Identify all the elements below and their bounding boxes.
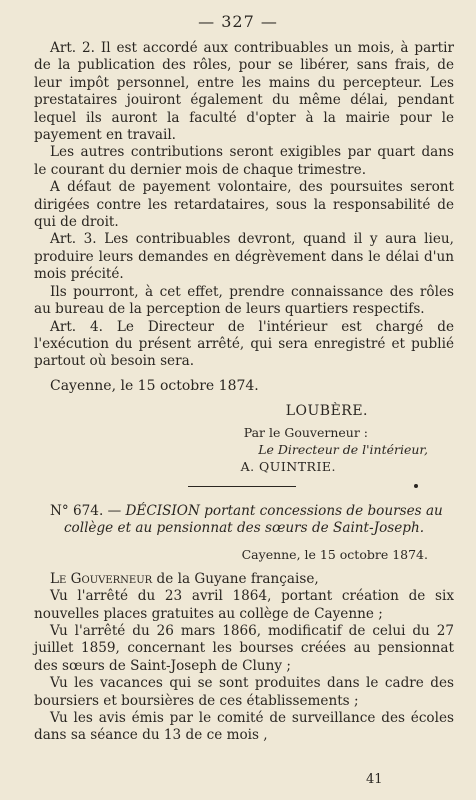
signature-directeur: Le Directeur de l'intérieur, <box>258 441 428 457</box>
vu-arrete-1864: Vu l'arrêté du 23 avril 1864, portant création de six nouvelles places gratuites au collège de Cayenne ; <box>34 588 454 622</box>
paragraph-art-3: Art. 3. Les contribuables devront, quand il y aura lieu, produire leurs demandes en dégrèvement dans le délai d'un mois précité. <box>34 231 454 283</box>
signature-name: LOUBÈRE. <box>285 403 368 420</box>
paragraph-art-4: Art. 4. Le Directeur de l'intérieur est chargé de l'exécution du présent arrêté, qui sera enregistré et publié partout où besoin sera. <box>34 318 454 370</box>
decision-place-date: Cayenne, le 15 octobre 1874. <box>241 547 428 563</box>
document-body <box>34 40 454 745</box>
gouverneur-line <box>34 571 454 588</box>
folio-number: 41 <box>366 772 383 787</box>
decision-number: N° 674. — <box>50 502 126 519</box>
paragraph-other-contributions: Les autres contributions seront exigibles par quart dans le courant du dernier mois de chaque trimestre. <box>34 144 454 178</box>
date-line: Cayenne, le 15 octobre 1874. <box>50 377 259 394</box>
decision-title: DÉCISION <box>125 502 200 519</box>
gouverneur-rest: de la Guyane française, <box>152 570 319 587</box>
vu-avis-comite: Vu les avis émis par le comité de surveillance des écoles dans sa séance du 13 de ce mois , <box>34 710 454 744</box>
page-number: — 327 — <box>198 12 278 31</box>
paragraph-default-payment: A défaut de payement volontaire, des poursuites seront dirigées contre les retardataires, sous la responsabilité de qui de droit. <box>34 179 454 231</box>
paragraph-roles-consultation: Ils pourront, à cet effet, prendre connaissance des rôles au bureau de la perception de leurs quartiers respectifs. <box>34 283 454 318</box>
decision-subject: portant concessions de bourses au <box>199 502 443 519</box>
decision-heading <box>34 503 454 520</box>
vu-vacances: Vu les vacances qui se sont produites dans le cadre des boursiers et boursières de ces établissements ; <box>34 675 454 709</box>
gouverneur-title: Le Gouverneur <box>50 570 153 587</box>
signature-block <box>34 403 454 474</box>
decision-subject-continued: collège et au pensionnat des sœurs de Saint-Joseph. <box>63 519 425 536</box>
vu-arrete-1866: Vu l'arrêté du 26 mars 1866, modificatif de celui du 27 juillet 1859, concernant les bourses créées au pensionnat des sœurs de Saint-Joseph de Cluny ; <box>34 622 454 674</box>
signature-signatory: A. QUINTRIE. <box>240 458 336 474</box>
ink-dot <box>414 484 418 488</box>
signature-par-le-gouverneur: Par le Gouverneur : <box>243 424 368 440</box>
paragraph-art-2: Art. 2. Il est accordé aux contribuables un mois, à partir de la publication des rôles, pour se libérer, sans frais, de leur impôt personnel, entre les mains du percepteur. Les prestataires jouiront également du même délai, pendant lequel ils auront la faculté d'opter à la mairie pour le payement en travail. <box>34 40 454 144</box>
section-separator <box>34 475 454 497</box>
separator-rule <box>188 486 296 487</box>
